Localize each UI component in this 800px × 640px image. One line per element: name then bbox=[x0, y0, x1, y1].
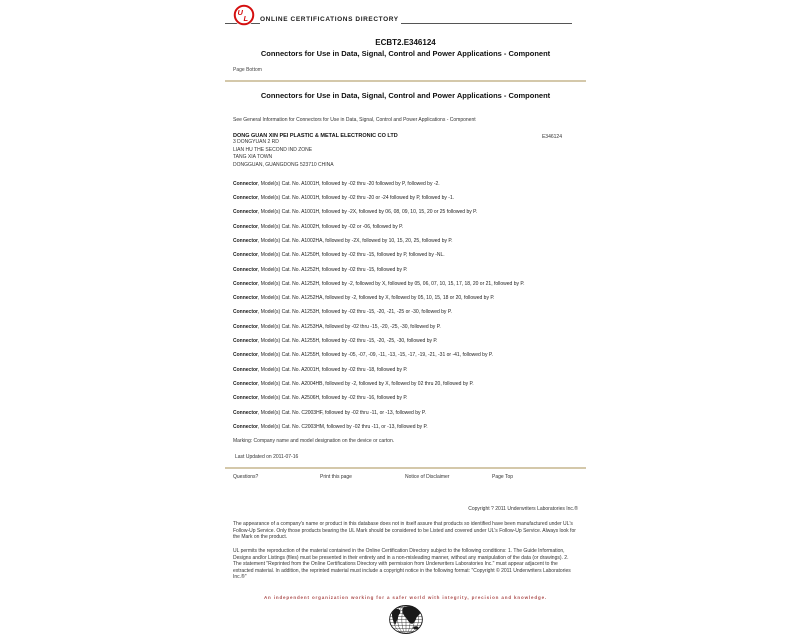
footer-link-questions[interactable]: Questions? bbox=[233, 474, 259, 481]
footer-link-page-top[interactable]: Page Top bbox=[492, 474, 514, 481]
address-line: 3 DONGYUAN 2 RD bbox=[233, 139, 279, 145]
section-heading: Connectors for Use in Data, Signal, Control and Power Applications - Component bbox=[260, 91, 551, 100]
model-row-detail: , Model(s) Cat. No. A1001H, followed by -02 thru -20 followed by P, followed by -2. bbox=[258, 180, 440, 187]
model-row bbox=[233, 309, 578, 315]
general-information-link[interactable]: See General Information for Connectors for Use in Data, Signal, Control and Power Applications - Component bbox=[233, 117, 476, 123]
copyright-line: Copyright ? 2011 Underwriters Laboratories Inc.® bbox=[468, 506, 578, 513]
svg-text:U: U bbox=[237, 8, 243, 17]
model-row-label: Connector bbox=[233, 266, 258, 273]
masthead bbox=[233, 5, 578, 32]
model-row bbox=[233, 267, 578, 273]
company-name: DONG GUAN XIN PEI PLASTIC & METAL ELECTRONIC CO LTD bbox=[233, 133, 398, 139]
model-row-detail: , Model(s) Cat. No. A1253HA, followed by -02 thru -15, -20, -25, -30, followed by P. bbox=[258, 323, 441, 330]
address-line: TANG XIA TOWN bbox=[233, 154, 273, 161]
file-number-link[interactable]: E346124 bbox=[541, 134, 562, 140]
model-row-label: Connector bbox=[233, 295, 258, 302]
model-row-label: Connector bbox=[233, 209, 258, 216]
model-row-detail: , Model(s) Cat. No. A1253H, followed by -02 thru -15, -20, -21, -25 or -30, followed by P. bbox=[258, 309, 452, 316]
model-row bbox=[233, 252, 578, 258]
model-row bbox=[233, 281, 578, 287]
model-row bbox=[233, 367, 578, 373]
model-row-label: Connector bbox=[233, 323, 258, 330]
address-line: LIAN HU THE SECOND IND ZONE bbox=[233, 146, 313, 153]
model-row bbox=[233, 224, 578, 230]
footer-links bbox=[233, 474, 578, 480]
model-row bbox=[233, 295, 578, 301]
model-row bbox=[233, 381, 578, 387]
model-row-label: Connector bbox=[233, 395, 258, 402]
model-row-label: Connector bbox=[233, 252, 258, 259]
ul-tagline: An independent organization working for a safer world with integrity, precision and knowledge. bbox=[263, 594, 548, 600]
model-row-label: Connector bbox=[233, 352, 258, 359]
model-row-detail: , Model(s) Cat. No. A1255H, followed by -05, -07, -09, -11, -13, -15, -17, -19, -21, -31 or -41, followed by P. bbox=[258, 352, 493, 359]
model-row-detail: , Model(s) Cat. No. A1001H, followed by -02 thru -20 or -24 followed by P, followed by -1. bbox=[258, 195, 455, 202]
globe-wrap bbox=[233, 604, 578, 640]
model-row-detail: , Model(s) Cat. No. A2506H, followed by -02 thru -16, followed by P. bbox=[258, 395, 408, 402]
model-row-detail: , Model(s) Cat. No. C2003HM, followed by -02 thru -11, or -13, followed by P. bbox=[258, 423, 428, 430]
page-title: Connectors for Use in Data, Signal, Control and Power Applications - Component bbox=[260, 49, 551, 58]
model-row-label: Connector bbox=[233, 309, 258, 316]
page-bottom-link[interactable]: Page Bottom bbox=[233, 67, 262, 73]
marking-text: Marking: Company name and model designation on the device or carton. bbox=[233, 438, 395, 445]
model-row-detail: , Model(s) Cat. No. C2003HF, followed by -02 thru -11, or -13, followed by P. bbox=[258, 409, 426, 416]
model-row-detail: , Model(s) Cat. No. A1252H, followed by -02 thru -15, followed by P. bbox=[258, 266, 408, 273]
model-row-detail: , Model(s) Cat. No. A1252HA, followed by -2, followed by X, followed by 05, 10, 15, 18 or 20, followed by P. bbox=[258, 295, 495, 302]
model-row bbox=[233, 238, 578, 244]
last-updated-link[interactable]: Last Updated on 2011-07-16 bbox=[235, 454, 299, 461]
globe-icon bbox=[388, 604, 424, 635]
company-block bbox=[233, 133, 578, 170]
model-row-label: Connector bbox=[233, 195, 258, 202]
model-row bbox=[233, 410, 578, 416]
page-content bbox=[233, 0, 578, 640]
model-row bbox=[233, 395, 578, 401]
address-line: DONGGUAN, GUANGDONG 523710 CHINA bbox=[233, 162, 334, 169]
model-list bbox=[233, 181, 578, 430]
model-row-detail: , Model(s) Cat. No. A1255H, followed by -02 thru -15, -20, -25, -30, followed by P. bbox=[258, 338, 438, 345]
footer-link-notice-of-disclaimer[interactable]: Notice of Disclaimer bbox=[405, 474, 450, 481]
model-row-label: Connector bbox=[233, 423, 258, 430]
model-row bbox=[233, 424, 578, 430]
model-row-label: Connector bbox=[233, 366, 258, 373]
legal-paragraph-reproduction: UL permits the reproduction of the material contained in the Online Certification Directory subject to the following conditions: 1. The Guide Information, Designs and/or Listings (files) must be presented in their entirety and in a non-misleading manner, without any manipulation of the data (or drawings). 2. The statement "Reprinted from the Online Certifications Directory with permission from Underwriters Laboratories Inc." must appear adjacent to the extracted material. In addition, the reprinted material must include a copyright notice in the following format: "Copyright © 2011 Underwriters Laboratories Inc.®" bbox=[233, 547, 571, 581]
model-row-detail: , Model(s) Cat. No. A1252H, followed by -2, followed by X, followed by 05, 06, 07, 10, 15, 17, 18, 20 or 21, followed by P. bbox=[258, 280, 525, 287]
model-row-label: Connector bbox=[233, 409, 258, 416]
model-row bbox=[233, 338, 578, 344]
model-row bbox=[233, 181, 578, 187]
model-row-detail: , Model(s) Cat. No. A1002H, followed by -02 or -06, followed by P. bbox=[258, 223, 404, 230]
model-row-label: Connector bbox=[233, 223, 258, 230]
ul-logo-icon bbox=[233, 4, 255, 26]
model-row-detail: , Model(s) Cat. No. A1002HA, followed by -2X, followed by 10, 15, 20, 25, followed by P. bbox=[258, 238, 453, 244]
model-row bbox=[233, 352, 578, 358]
model-row-detail: , Model(s) Cat. No. A1250H, followed by -02 thru -15, followed by P, followed by -NL. bbox=[258, 252, 445, 259]
divider-bottom bbox=[225, 467, 586, 469]
directory-title: ONLINE CERTIFICATIONS DIRECTORY bbox=[260, 16, 399, 23]
model-row-label: Connector bbox=[233, 338, 258, 345]
model-row-label: Connector bbox=[233, 280, 258, 287]
model-row bbox=[233, 209, 578, 215]
model-row-label: Connector bbox=[233, 180, 258, 187]
svg-text:L: L bbox=[243, 14, 249, 23]
model-row-detail: , Model(s) Cat. No. A2004HB, followed by -2, followed by X, followed by 02 thru 20, followed by P. bbox=[258, 380, 474, 387]
legal-paragraph-appearance: The appearance of a company's name or product in this database does not in itself assure that products so identified have been manufactured under UL's Follow-Up Service. Only those products bearing the UL Mark should be considered to be Listed and covered under UL's Follow-Up Service. Always look for the Mark on the product. bbox=[233, 521, 576, 541]
model-row-label: Connector bbox=[233, 238, 258, 244]
certification-code: ECBT2.E346124 bbox=[375, 38, 436, 47]
model-row-label: Connector bbox=[233, 380, 258, 387]
company-address bbox=[233, 139, 578, 170]
footer-link-print-this-page[interactable]: Print this page bbox=[320, 474, 352, 481]
divider-top bbox=[225, 80, 586, 82]
model-row-detail: , Model(s) Cat. No. A2001H, followed by -02 thru -18, followed by P. bbox=[258, 366, 408, 373]
model-row bbox=[233, 324, 578, 330]
model-row-detail: , Model(s) Cat. No. A1001H, followed by -2X, followed by 06, 08, 09, 10, 15, 20 or 25 followed by P. bbox=[258, 209, 478, 216]
model-row bbox=[233, 195, 578, 201]
